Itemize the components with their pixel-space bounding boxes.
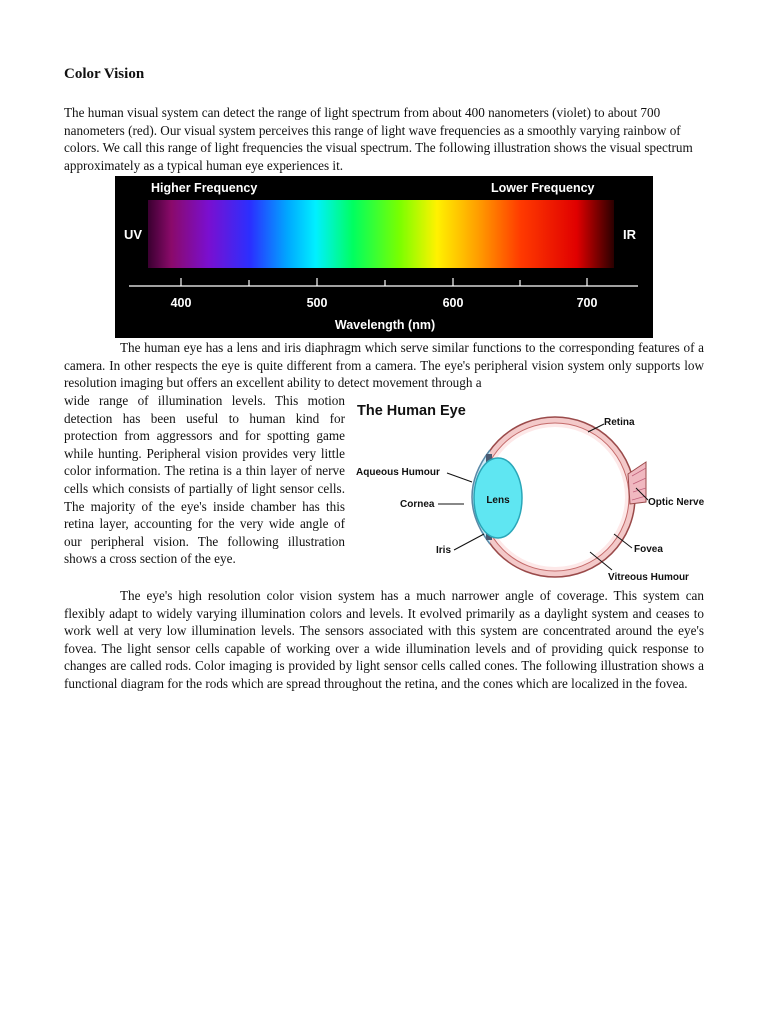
ir-label: IR bbox=[623, 227, 636, 242]
paragraph-eye-lens: The human eye has a lens and iris diaphragm which serve similar functions to the corresponding features of a camera. In other respects the eye is quite different from a camera. The eye's peripheral vision system only supports low resolution imaging but offers an excellent ability to detect movement through a bbox=[64, 340, 704, 391]
human-eye-diagram bbox=[350, 392, 710, 587]
vitreous-humour-label: Vitreous Humour bbox=[608, 572, 689, 583]
retina-label: Retina bbox=[604, 417, 635, 428]
page-title: Color Vision bbox=[64, 66, 145, 82]
paragraph-intro: The human visual system can detect the range of light spectrum from about 400 nanometers (violet) to about 700 nanometers (red). Our visual system perceives this range of light wave frequencies as a smoothly varying rainbow of colors. We call this range of light frequencies the visual spectrum. The following illustration shows the visual spectrum approximately as a typical human eye experiences it. bbox=[64, 105, 693, 173]
optic-nerve-label: Optic Nerve bbox=[648, 497, 705, 508]
tick-label-400: 400 bbox=[170, 296, 192, 310]
higher-frequency-label: Higher Frequency bbox=[151, 181, 258, 195]
lens-label: Lens bbox=[486, 495, 510, 506]
lower-frequency-label: Lower Frequency bbox=[491, 181, 595, 195]
paragraph-peripheral: wide range of illumination levels. This motion detection has been useful to human kind for protection from aggressors and for spotting game while hunting. Peripheral vision provides very little color information. The retina is a thin layer of nerve cells which consists of partially of light sensor cells. The majority of the eye's inside chamber has this retina layer, accounting for the very wide angle of our peripheral vision. The following illustration shows a cross section of the eye. bbox=[64, 393, 345, 567]
fovea-label: Fovea bbox=[634, 544, 663, 555]
wavelength-axis-label: Wavelength (nm) bbox=[334, 318, 436, 332]
tick-label-600: 600 bbox=[442, 296, 464, 310]
aqueous-humour-label: Aqueous Humour bbox=[356, 467, 440, 478]
paragraph-color-vision: The eye's high resolution color vision system has a much narrower angle of coverage. This system can flexibly adapt to widely varying illumination colors and levels. It evolved primarily as a daylight system and ceases to work well at very low illumination levels. The sensors associated with this system are concentrated around the eye's fovea. The light sensor cells capable of working over a wide illumination levels and of providing quick response to changes are called rods. Color imaging is provided by light sensor cells called cones. The following illustration shows a functional diagram for the rods which are spread throughout the retina, and the cones which are localized in the fovea. bbox=[64, 588, 704, 691]
uv-label: UV bbox=[124, 227, 143, 242]
visual-spectrum-figure bbox=[115, 176, 653, 338]
spectrum-bar bbox=[148, 200, 614, 268]
tick-label-500: 500 bbox=[306, 296, 328, 310]
cornea-label: Cornea bbox=[400, 499, 435, 510]
iris-label: Iris bbox=[436, 545, 452, 556]
tick-label-700: 700 bbox=[576, 296, 598, 310]
eye-diagram-title: The Human Eye bbox=[357, 403, 466, 419]
